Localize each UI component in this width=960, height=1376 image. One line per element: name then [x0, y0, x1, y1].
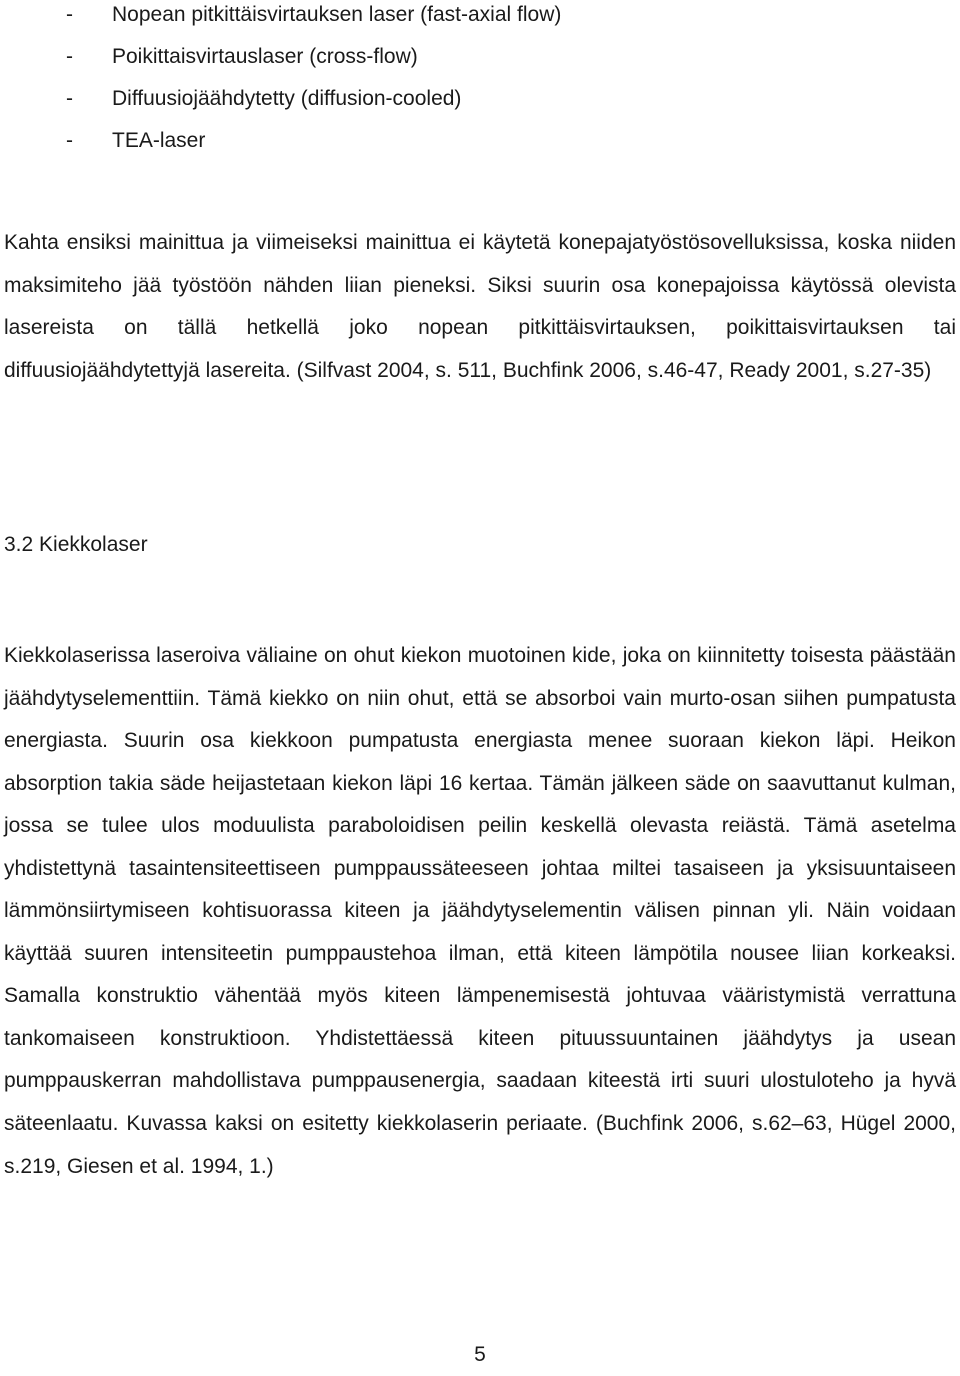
page-number: 5	[474, 1343, 486, 1366]
bullet-marker: -	[66, 3, 73, 26]
section-heading: 3.2 Kiekkolaser	[4, 533, 148, 556]
paragraph-laser-usage: Kahta ensiksi mainittua ja viimeiseksi mainittua ei käytetä konepajatyöstösovelluksissa, koska niiden maksimiteho jää työstöön nähden liian pieneksi. Siksi suurin osa konepajoissa käytössä olevista lasereista on tällä hetkellä joko nopean pitkittäisvirtauksen, poikittaisvirtauksen tai diffuusiojäähdytettyjä lasereita. (Silfvast 2004, s. 511, Buchfink 2006, s.46-47, Ready 2001, s.27-35)	[4, 231, 956, 383]
paragraph-disk-laser: Kiekkolaserissa laseroiva väliaine on ohut kiekon muotoinen kide, joka on kiinnitetty toisesta päästään jäähdytyselementtiin. Tämä kiekko on niin ohut, että se absorboi vain murto-osan siihen pumpatusta energiasta. Suurin osa kiekkoon pumpatusta energiasta menee suoraan kiekon läpi. Heikon absorption takia säde heijastetaan kiekon läpi 16 kertaa. Tämän jälkeen säde on saavuttanut kulman, jossa se tulee ulos moduulista paraboloidisen peilin keskellä olevasta reiästä. Tämä asetelma yhdistettynä tasaintensiteettiseen pumppaussäteeseen johtaa miltei tasaiseen ja yksisuuntaiseen lämmönsiirtymiseen kohtisuorassa kiteen ja jäähdytyselementin välisen pinnan yli. Näin voidaan käyttää suuren intensiteetin pumppaustehoa ilman, että kiteen lämpötila nousee liian korkeaksi. Samalla konstruktio vähentää myös kiteen lämpenemisestä johtuvaa vääristymistä verrattuna tankomaiseen konstruktioon. Yhdistettäessä kiteen pituussuuntainen jäähdytys ja usean pumppauskerran mahdollistava pumppausenergia, saadaan kiteestä irti suuri ulostuloteho ja hyvä säteenlaatu. Kuvassa kaksi on esitetty kiekkolaserin periaate. (Buchfink 2006, s.62–63, Hügel 2000, s.219, Giesen et al. 1994, 1.)	[4, 644, 956, 1178]
list-item-text: TEA-laser	[112, 129, 206, 152]
list-item	[0, 78, 960, 120]
list-item-text: Diffuusiojäähdytetty (diffusion-cooled)	[112, 87, 462, 110]
list-item	[0, 36, 960, 78]
list-item-text: Nopean pitkittäisvirtauksen laser (fast-axial flow)	[112, 3, 562, 26]
list-item	[0, 120, 960, 162]
list-item-text: Poikittaisvirtauslaser (cross-flow)	[112, 45, 418, 68]
bullet-marker: -	[66, 129, 73, 152]
list-item	[0, 0, 960, 36]
laser-type-list	[0, 0, 960, 162]
bullet-marker: -	[66, 45, 73, 68]
bullet-marker: -	[66, 87, 73, 110]
